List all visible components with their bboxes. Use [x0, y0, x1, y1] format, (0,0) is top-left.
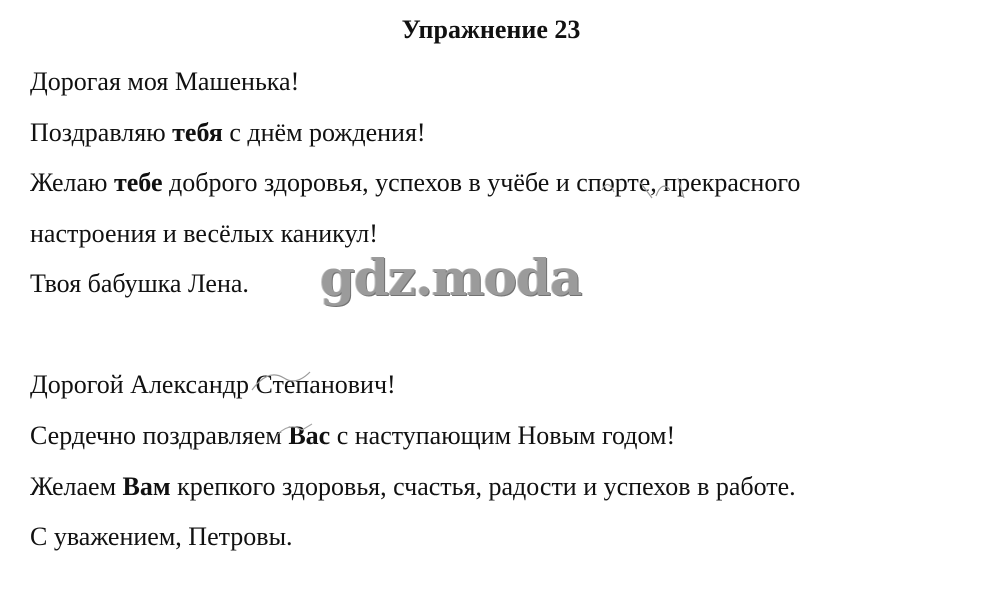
bold-pronoun: тебе: [113, 168, 163, 197]
letter-1-greeting: Дорогая моя Машенька!: [30, 67, 300, 96]
letter-2-line-3: [30, 471, 796, 503]
letter-2-greeting: Дорогой Александр Степанович!: [30, 370, 396, 399]
letter-2-signature: С уважением, Петровы.: [30, 522, 293, 551]
text: Желаю: [30, 168, 114, 197]
exercise-title: Упражнение 23: [401, 15, 581, 44]
bold-pronoun: тебя: [172, 118, 223, 147]
letter-1-line-2: [30, 117, 426, 149]
text: Поздравляю: [30, 118, 173, 147]
letter-2-line-2: [30, 420, 675, 452]
text: с днём рождения!: [222, 118, 426, 147]
text: с наступающим Новым годом!: [330, 421, 676, 450]
text: доброго здоровья, успехов в учёбе и спорте, прекрасного: [162, 168, 801, 197]
bold-pronoun: Вам: [122, 472, 171, 501]
bold-pronoun: Вас: [288, 421, 331, 450]
text: Желаем: [30, 472, 123, 501]
watermark-logo: gdz.moda: [320, 248, 582, 307]
letter-1-line-4: настроения и весёлых каникул!: [30, 219, 378, 248]
text: крепкого здоровья, счастья, радости и успехов в работе.: [170, 472, 796, 501]
letter-1-line-3: [30, 167, 800, 199]
text: Сердечно поздравляем: [30, 421, 289, 450]
letter-1-signature: Твоя бабушка Лена.: [30, 269, 249, 298]
